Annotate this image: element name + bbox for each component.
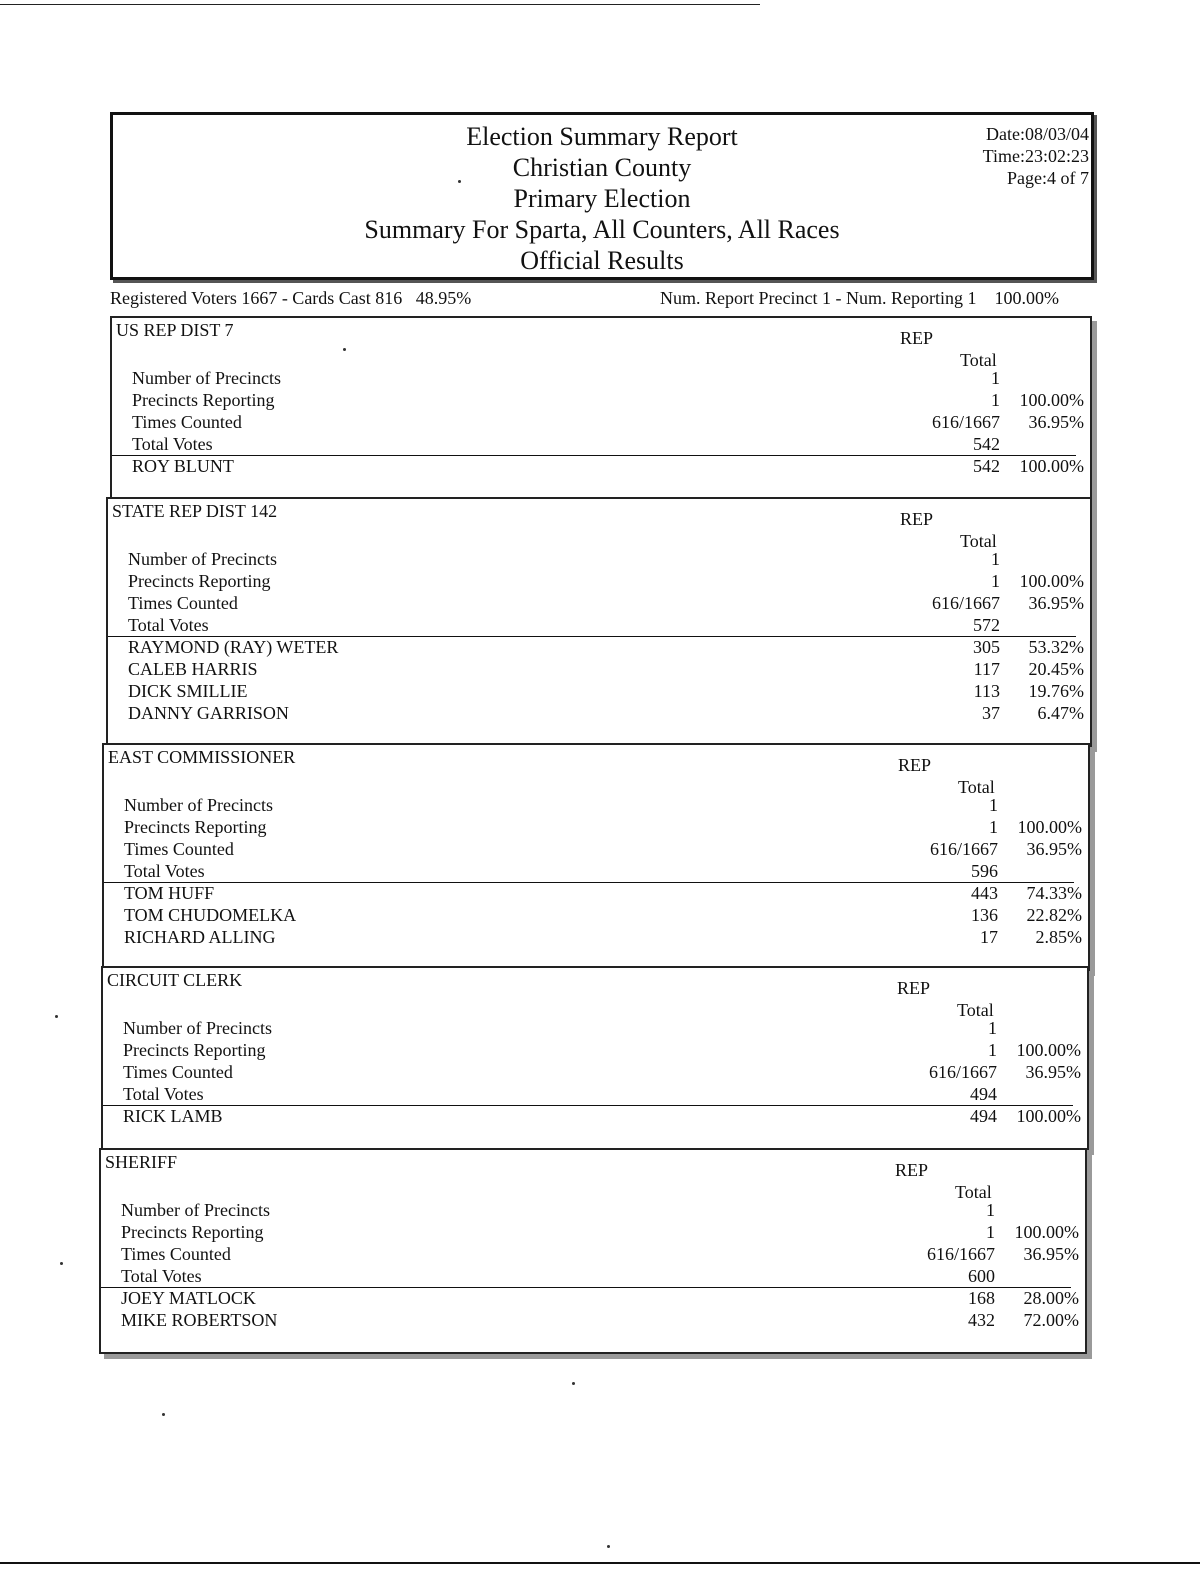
candidate-row-label: TOM HUFF [124,883,215,903]
stat-row-label: Number of Precincts [132,368,281,388]
candidate-row-label: CALEB HARRIS [128,659,258,679]
stat-row [112,390,1090,412]
stat-row-label: Number of Precincts [124,795,273,815]
candidate-row [112,456,1090,478]
scan-top-line [0,4,760,5]
stat-row-percent: 100.00% [1017,817,1082,837]
candidate-row-count: 443 [971,883,998,903]
report-header [110,112,1094,280]
scan-speck [343,348,346,351]
stat-row-count: 1 [986,1200,995,1220]
stat-row [108,571,1090,593]
stat-row-count: 600 [968,1266,995,1286]
stat-row-label: Total Votes [121,1266,202,1286]
stat-row [103,1018,1087,1040]
total-column-header: Total [960,350,997,370]
candidate-row [108,681,1090,703]
candidate-row [108,637,1090,659]
candidate-row-count: 494 [970,1106,997,1126]
stat-row-label: Precincts Reporting [128,571,271,591]
stat-row-label: Times Counted [124,839,234,859]
candidate-row-percent: 6.47% [1037,703,1084,723]
total-column-header: Total [955,1182,992,1202]
stat-row-count: 1 [991,390,1000,410]
stat-row-percent: 100.00% [1014,1222,1079,1242]
candidate-row-percent: 19.76% [1028,681,1084,701]
candidate-row-percent: 100.00% [1019,456,1084,476]
party-label: REP [898,755,932,775]
stat-row [104,839,1088,861]
county-line: Christian County [512,153,692,182]
stat-row-count: 596 [971,861,998,881]
stat-row-percent: 36.95% [1023,1244,1079,1264]
race-box [102,743,1090,971]
candidate-row-label: RICHARD ALLING [124,927,276,947]
candidate-row [104,927,1088,949]
candidate-row-label: ROY BLUNT [132,456,234,476]
stat-row [101,1244,1085,1266]
stat-row-percent: 36.95% [1028,593,1084,613]
stat-row [104,817,1088,839]
stat-row-label: Total Votes [123,1084,204,1104]
report-date: Date:08/03/04 [986,124,1089,144]
stat-row [103,1084,1087,1106]
candidate-row-count: 305 [973,637,1000,657]
stat-row-percent: 100.00% [1019,571,1084,591]
scan-speck [162,1413,165,1416]
candidate-row-percent: 100.00% [1016,1106,1081,1126]
candidate-row-count: 136 [971,905,998,925]
race-box [110,316,1092,500]
stat-row [108,593,1090,615]
candidate-row-count: 37 [982,703,1000,723]
stat-row-label: Precincts Reporting [124,817,267,837]
candidate-row-label: DANNY GARRISON [128,703,289,723]
race-title: US REP DIST 7 [116,320,234,340]
scan-speck [55,1015,58,1018]
stat-row-label: Precincts Reporting [132,390,275,410]
total-column-header: Total [957,1000,994,1020]
race-box [101,966,1089,1150]
total-column-header: Total [958,777,995,797]
stat-row [104,795,1088,817]
scan-speck [458,180,461,183]
race-box [106,497,1092,747]
party-label: REP [897,978,931,998]
candidate-row [104,883,1088,905]
stat-row-count: 542 [973,434,1000,454]
race-title: SHERIFF [105,1152,178,1172]
candidate-row-percent: 28.00% [1023,1288,1079,1308]
stat-row [112,412,1090,434]
candidate-row-percent: 2.85% [1035,927,1082,947]
stat-row-label: Precincts Reporting [121,1222,264,1242]
stat-row-count: 616/1667 [931,412,1000,432]
stat-row-count: 616/1667 [928,1062,997,1082]
candidate-row-label: RICK LAMB [123,1106,223,1126]
stat-row-percent: 100.00% [1019,390,1084,410]
summary-scope-line: Summary For Sparta, All Counters, All Races [364,215,840,244]
stat-row [112,434,1090,456]
stat-row [108,615,1090,637]
candidate-row-label: RAYMOND (RAY) WETER [128,637,339,657]
candidate-row-label: TOM CHUDOMELKA [124,905,297,925]
scan-speck [607,1545,610,1548]
stat-row [108,549,1090,571]
stat-row-label: Precincts Reporting [123,1040,266,1060]
report-time: Time:23:02:23 [982,146,1089,166]
stat-row-label: Number of Precincts [121,1200,270,1220]
results-status-line: Official Results [520,246,684,275]
stat-row [112,368,1090,390]
stat-row-label: Number of Precincts [128,549,277,569]
scan-speck [60,1262,63,1265]
candidate-row-count: 113 [973,681,1000,701]
party-label: REP [900,328,934,348]
candidate-row-label: DICK SMILLIE [128,681,248,701]
stat-row-count: 1 [991,368,1000,388]
stat-row [103,1062,1087,1084]
stat-row-count: 616/1667 [931,593,1000,613]
election-line: Primary Election [513,184,691,213]
stat-row-label: Total Votes [132,434,213,454]
candidate-row-percent: 20.45% [1028,659,1084,679]
stat-row-label: Number of Precincts [123,1018,272,1038]
stat-row-percent: 36.95% [1026,839,1082,859]
candidate-row-count: 542 [973,456,1000,476]
stat-row-count: 1 [989,795,998,815]
stat-row-label: Total Votes [124,861,205,881]
stat-row-count: 1 [988,1018,997,1038]
race-title: STATE REP DIST 142 [112,501,278,521]
stat-row [103,1040,1087,1062]
party-label: REP [895,1160,929,1180]
stat-row-label: Total Votes [128,615,209,635]
candidate-row-count: 168 [968,1288,995,1308]
stat-row-label: Times Counted [132,412,242,432]
stat-row-count: 1 [991,549,1000,569]
race-box [99,1148,1087,1354]
stat-row-count: 1 [989,817,998,837]
candidate-row-label: MIKE ROBERTSON [121,1310,278,1330]
stat-row-count: 572 [973,615,1000,635]
candidate-row-percent: 72.00% [1023,1310,1079,1330]
candidate-row-percent: 53.32% [1028,637,1084,657]
scan-bottom-line [0,1562,1200,1564]
stat-row-percent: 36.95% [1025,1062,1081,1082]
title-line: Election Summary Report [466,122,738,151]
race-title: EAST COMMISSIONER [108,747,296,767]
stat-row [101,1200,1085,1222]
candidate-row [103,1106,1087,1128]
report-meta [983,123,1089,189]
candidate-row-count: 432 [968,1310,995,1330]
stat-row-count: 494 [970,1084,997,1104]
candidate-row [108,659,1090,681]
candidate-row-count: 117 [973,659,1000,679]
candidate-row-count: 17 [980,927,998,947]
stat-row [101,1266,1085,1288]
candidate-row [108,703,1090,725]
stat-row-count: 1 [986,1222,995,1242]
stat-row-percent: 100.00% [1016,1040,1081,1060]
report-page: Page:4 of 7 [1007,168,1089,188]
party-label: REP [900,509,934,529]
candidate-row-percent: 74.33% [1026,883,1082,903]
candidate-row [101,1310,1085,1332]
stat-row-count: 616/1667 [929,839,998,859]
stat-row-label: Times Counted [128,593,238,613]
stat-row-label: Times Counted [123,1062,233,1082]
stat-row [101,1222,1085,1244]
candidate-row [104,905,1088,927]
report-title [113,121,1091,276]
candidate-row-label: JOEY MATLOCK [121,1288,256,1308]
stat-row-count: 1 [988,1040,997,1060]
precinct-reporting-summary: Num. Report Precinct 1 - Num. Reporting 1 100.00% [660,288,1059,308]
scan-speck [572,1382,575,1385]
candidate-row-percent: 22.82% [1026,905,1082,925]
registered-voters-summary: Registered Voters 1667 - Cards Cast 816 48.95% [110,288,472,308]
total-column-header: Total [960,531,997,551]
stat-row-count: 616/1667 [926,1244,995,1264]
stat-row-count: 1 [991,571,1000,591]
candidate-row [101,1288,1085,1310]
stat-row [104,861,1088,883]
stat-row-label: Times Counted [121,1244,231,1264]
stat-row-percent: 36.95% [1028,412,1084,432]
race-title: CIRCUIT CLERK [107,970,243,990]
